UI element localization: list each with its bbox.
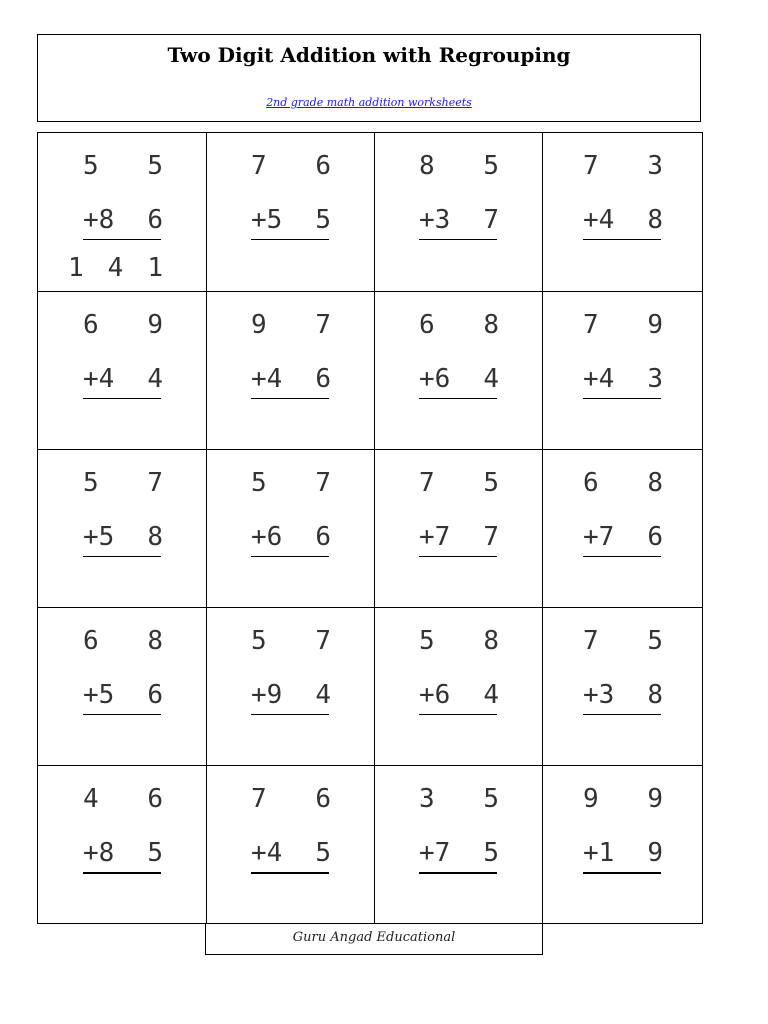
addend-bottom-digit: +7	[583, 522, 615, 552]
addend-top	[419, 468, 499, 498]
addend-bottom-digit: 4	[315, 680, 331, 710]
addend-top-digit: 5	[647, 626, 663, 656]
addend-top-digit: 7	[147, 468, 163, 498]
addend-bottom-digit: +4	[251, 364, 283, 394]
addend-top	[251, 468, 331, 498]
addend-top-digit: 7	[583, 310, 599, 340]
addend-bottom	[583, 522, 663, 552]
addend-bottom-digit: 8	[647, 680, 663, 710]
problem-cell	[207, 133, 375, 292]
addend-top	[251, 626, 331, 656]
answer-digit: 4	[107, 253, 124, 283]
addend-bottom-digit: +7	[419, 522, 451, 552]
addend-top-digit: 3	[647, 151, 663, 181]
addend-top-digit: 3	[419, 784, 435, 814]
addend-bottom-digit: 5	[315, 205, 331, 235]
addend-top-digit: 7	[315, 626, 331, 656]
addend-bottom	[251, 205, 331, 235]
problem-cell	[38, 133, 207, 292]
addend-top-digit: 5	[83, 151, 99, 181]
addend-bottom-digit: 7	[483, 205, 499, 235]
addend-top-digit: 5	[83, 468, 99, 498]
problem-cell	[543, 766, 702, 923]
sum-rule	[83, 556, 161, 557]
addend-top	[583, 310, 663, 340]
sum-rule	[419, 239, 497, 240]
addend-bottom-digit: +5	[83, 522, 115, 552]
addend-bottom-digit: 6	[647, 522, 663, 552]
addend-top-digit: 6	[147, 784, 163, 814]
sum-rule	[419, 714, 497, 715]
addend-bottom	[419, 522, 499, 552]
addend-top-digit: 7	[315, 468, 331, 498]
addend-top-digit: 8	[647, 468, 663, 498]
problem-cell	[375, 292, 543, 450]
addend-top-digit: 9	[647, 784, 663, 814]
addend-bottom-digit: 6	[315, 364, 331, 394]
addend-top-digit: 6	[315, 784, 331, 814]
problem-cell	[543, 292, 702, 450]
addend-bottom-digit: +5	[83, 680, 115, 710]
addend-bottom	[583, 838, 663, 868]
addend-bottom	[251, 522, 331, 552]
problem-cell	[543, 133, 702, 292]
addend-bottom	[583, 364, 663, 394]
sum-rule	[583, 872, 661, 874]
addend-bottom-digit: +4	[251, 838, 283, 868]
addend-bottom-digit: 6	[147, 205, 163, 235]
sum-rule	[419, 556, 497, 557]
sum-rule	[419, 398, 497, 399]
worksheet-title: Two Digit Addition with Regrouping	[167, 43, 571, 67]
sum-rule	[583, 556, 661, 557]
addend-bottom-digit: 6	[315, 522, 331, 552]
addend-bottom-digit: +8	[83, 838, 115, 868]
addend-bottom	[583, 680, 663, 710]
sum-rule	[419, 872, 497, 874]
problem-cell	[375, 608, 543, 766]
addend-bottom-digit: 7	[483, 522, 499, 552]
addend-bottom	[83, 205, 163, 235]
addend-bottom-digit: 5	[315, 838, 331, 868]
addend-bottom-digit: +6	[419, 680, 451, 710]
sum-rule	[251, 239, 329, 240]
problem-cell	[207, 766, 375, 923]
addend-top-digit: 7	[583, 151, 599, 181]
addend-top	[83, 784, 163, 814]
addend-top	[83, 151, 163, 181]
addend-bottom-digit: +5	[251, 205, 283, 235]
addend-top-digit: 8	[419, 151, 435, 181]
addend-bottom-digit: +8	[83, 205, 115, 235]
addend-top-digit: 8	[483, 626, 499, 656]
addend-top	[251, 151, 331, 181]
addend-bottom-digit: +3	[419, 205, 451, 235]
problem-cell	[543, 450, 702, 608]
addend-bottom	[419, 364, 499, 394]
answer-digit: 1	[147, 253, 163, 283]
addend-top-digit: 6	[83, 626, 99, 656]
addend-top-digit: 9	[583, 784, 599, 814]
addend-top	[583, 784, 663, 814]
addend-bottom	[83, 680, 163, 710]
addend-bottom-digit: 3	[647, 364, 663, 394]
addend-bottom	[83, 364, 163, 394]
addend-top	[251, 784, 331, 814]
sum-rule	[83, 714, 161, 715]
addend-top-digit: 8	[483, 310, 499, 340]
addend-top-digit: 9	[647, 310, 663, 340]
problem-grid	[37, 132, 703, 924]
addend-top-digit: 9	[147, 310, 163, 340]
sum-rule	[83, 398, 161, 399]
addend-top	[419, 151, 499, 181]
addend-bottom-digit: +3	[583, 680, 615, 710]
addend-bottom	[251, 838, 331, 868]
sum-rule	[251, 714, 329, 715]
addend-top-digit: 6	[315, 151, 331, 181]
addend-top-digit: 5	[419, 626, 435, 656]
addend-bottom-digit: 4	[147, 364, 163, 394]
addend-top	[419, 310, 499, 340]
addend-bottom-digit: 8	[147, 522, 163, 552]
addend-top-digit: 7	[419, 468, 435, 498]
addend-top-digit: 6	[83, 310, 99, 340]
addend-top	[419, 784, 499, 814]
addend-bottom	[251, 364, 331, 394]
sum-rule	[251, 556, 329, 557]
addend-top	[583, 151, 663, 181]
addend-top	[251, 310, 331, 340]
worksheet-subtitle-link[interactable]: 2nd grade math addition worksheets	[266, 96, 472, 109]
problem-cell	[375, 450, 543, 608]
addend-top-digit: 5	[483, 468, 499, 498]
addend-top-digit: 5	[147, 151, 163, 181]
addend-bottom	[83, 522, 163, 552]
addend-top-digit: 7	[251, 784, 267, 814]
addend-bottom-digit: +4	[583, 205, 615, 235]
answer	[68, 253, 163, 283]
addend-top-digit: 7	[315, 310, 331, 340]
addend-top	[583, 468, 663, 498]
sum-rule	[83, 239, 161, 240]
addend-bottom-digit: 6	[147, 680, 163, 710]
addend-top-digit: 5	[251, 626, 267, 656]
addend-top	[583, 626, 663, 656]
addend-bottom-digit: 4	[483, 680, 499, 710]
problem-cell	[543, 608, 702, 766]
addend-top-digit: 5	[483, 784, 499, 814]
addend-bottom-digit: +4	[583, 364, 615, 394]
addend-top-digit: 6	[583, 468, 599, 498]
sum-rule	[251, 872, 329, 874]
addend-top	[83, 310, 163, 340]
answer-digit: 1	[68, 253, 84, 283]
addend-bottom-digit: 4	[483, 364, 499, 394]
addend-bottom-digit: 9	[647, 838, 663, 868]
addend-top	[83, 626, 163, 656]
worksheet-header	[37, 34, 701, 122]
addend-top-digit: 7	[251, 151, 267, 181]
problem-cell	[207, 450, 375, 608]
addend-top-digit: 6	[419, 310, 435, 340]
addend-bottom-digit: +7	[419, 838, 451, 868]
addend-bottom-digit: 5	[483, 838, 499, 868]
addend-bottom-digit: +4	[83, 364, 115, 394]
addend-top-digit: 5	[483, 151, 499, 181]
addend-bottom-digit: +6	[419, 364, 451, 394]
addend-top-digit: 5	[251, 468, 267, 498]
problem-cell	[38, 608, 207, 766]
sum-rule	[583, 398, 661, 399]
problem-cell	[207, 292, 375, 450]
addend-bottom	[419, 680, 499, 710]
problem-cell	[38, 450, 207, 608]
addend-bottom-digit: 5	[147, 838, 163, 868]
addend-bottom	[419, 205, 499, 235]
problem-cell	[38, 292, 207, 450]
addend-bottom-digit: +1	[583, 838, 615, 868]
sum-rule	[583, 714, 661, 715]
problem-cell	[207, 608, 375, 766]
addend-top	[83, 468, 163, 498]
problem-cell	[38, 766, 207, 923]
addend-top-digit: 7	[583, 626, 599, 656]
sum-rule	[83, 872, 161, 874]
addend-bottom	[251, 680, 331, 710]
sum-rule	[583, 239, 661, 240]
addend-bottom	[583, 205, 663, 235]
addend-bottom-digit: +6	[251, 522, 283, 552]
addend-top	[419, 626, 499, 656]
addend-bottom-digit: 8	[647, 205, 663, 235]
addend-bottom	[83, 838, 163, 868]
addend-top-digit: 4	[83, 784, 99, 814]
addend-top-digit: 8	[147, 626, 163, 656]
addend-bottom-digit: +9	[251, 680, 283, 710]
problem-cell	[375, 766, 543, 923]
addend-top-digit: 9	[251, 310, 267, 340]
footer-credit: Guru Angad Educational	[205, 923, 543, 955]
addend-bottom	[419, 838, 499, 868]
sum-rule	[251, 398, 329, 399]
problem-cell	[375, 133, 543, 292]
